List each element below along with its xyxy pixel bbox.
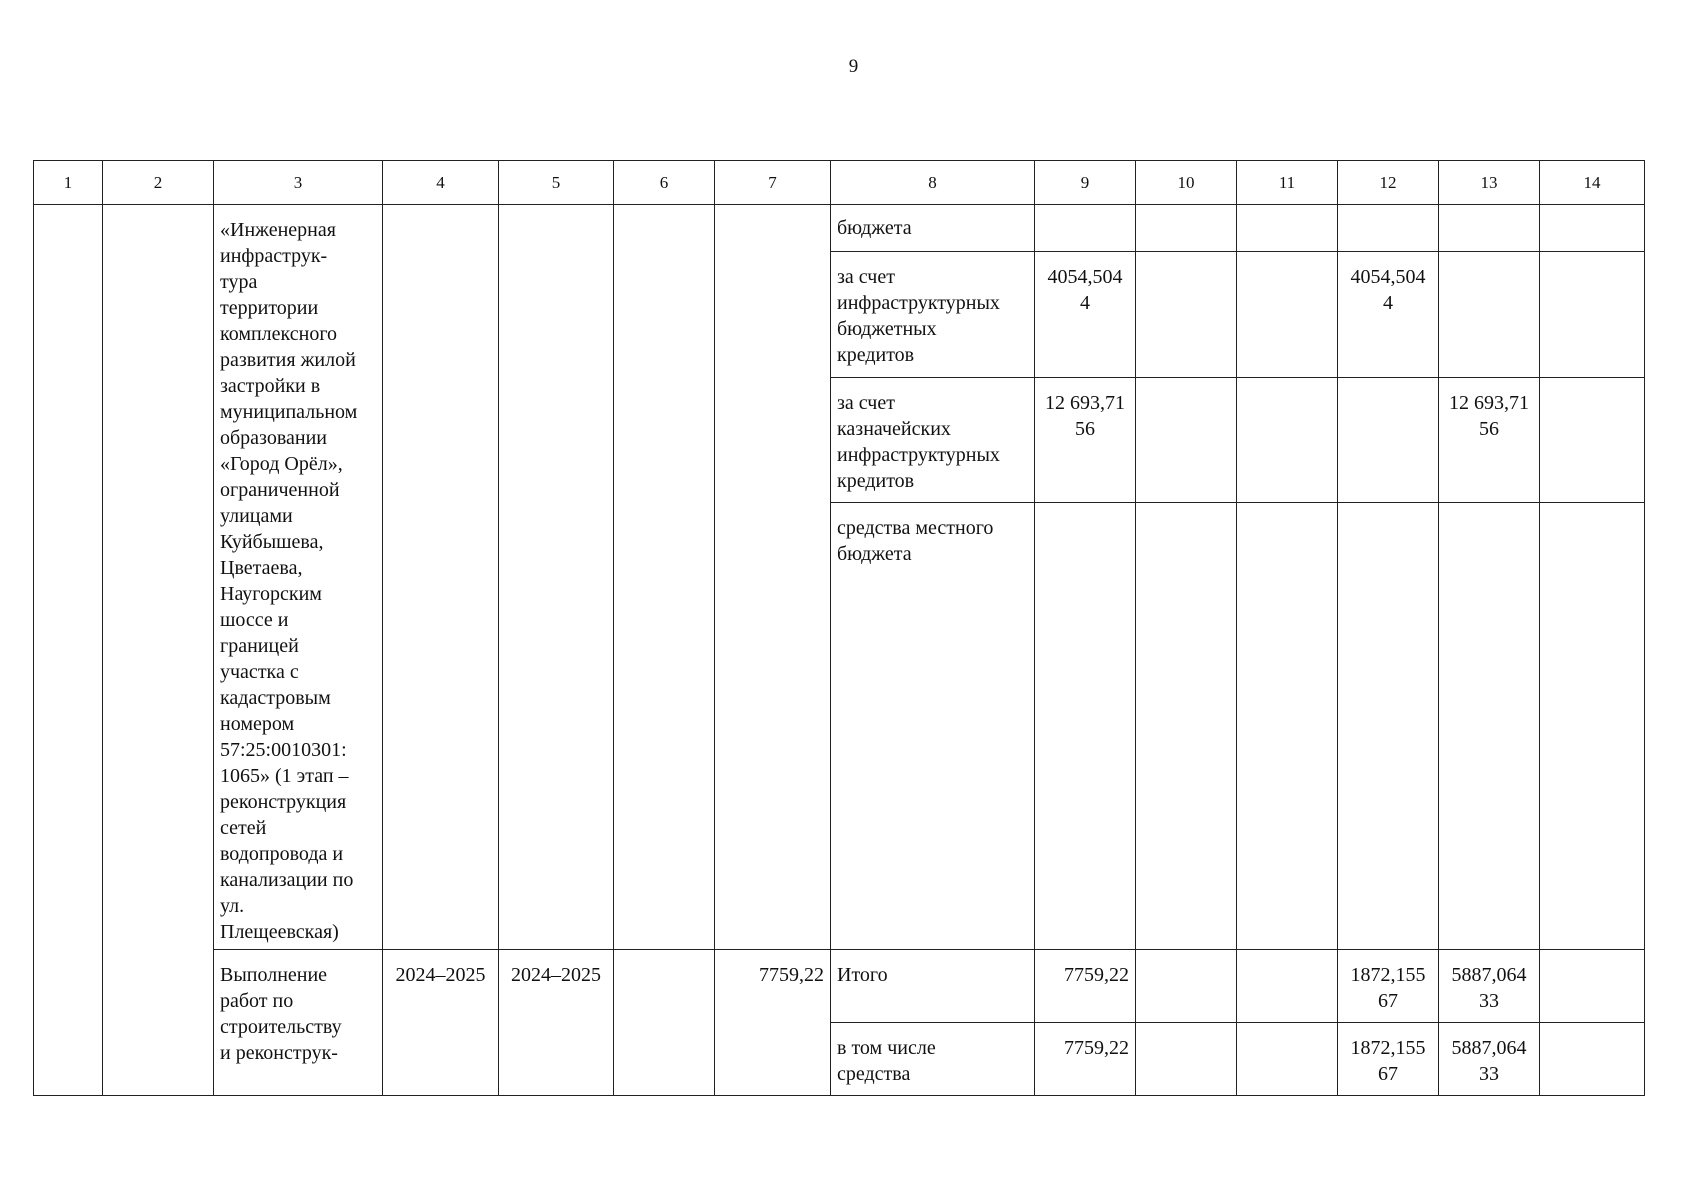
header-cell-13: 13 xyxy=(1439,161,1540,205)
funding-source-cell: Итого xyxy=(831,950,1035,1023)
header-cell-8: 8 xyxy=(831,161,1035,205)
value-col12 xyxy=(1338,205,1439,252)
funding-source-cell: за счет казначейских инфраструктурных кредитов xyxy=(831,377,1035,503)
funding-source-cell: за счет инфраструктурных бюджетных кредитов xyxy=(831,252,1035,378)
value-col9: 7759,22 xyxy=(1035,1023,1136,1096)
value-col12: 4054,504 4 xyxy=(1338,252,1439,378)
value-col10 xyxy=(1136,950,1237,1023)
header-cell-14: 14 xyxy=(1540,161,1645,205)
value-col13: 5887,064 33 xyxy=(1439,1023,1540,1096)
cell-col2-empty xyxy=(103,205,214,1096)
period-end-cell: 2024–2025 xyxy=(499,950,614,1096)
value-col12 xyxy=(1338,377,1439,503)
value-col11 xyxy=(1237,205,1338,252)
value-col10 xyxy=(1136,252,1237,378)
value-col11 xyxy=(1237,950,1338,1023)
cell-col6-empty xyxy=(614,205,715,950)
value-col13: 5887,064 33 xyxy=(1439,950,1540,1023)
funding-source-cell: в том числе средства xyxy=(831,1023,1035,1096)
value-col14 xyxy=(1540,503,1645,950)
value-col12: 1872,155 67 xyxy=(1338,950,1439,1023)
page-number: 9 xyxy=(848,56,859,77)
table-row xyxy=(34,950,1645,1023)
cell-col1-empty xyxy=(34,205,103,1096)
header-cell-1: 1 xyxy=(34,161,103,205)
header-cell-5: 5 xyxy=(499,161,614,205)
total-cost-cell: 7759,22 xyxy=(715,950,831,1096)
value-col12: 1872,155 67 xyxy=(1338,1023,1439,1096)
value-col14 xyxy=(1540,205,1645,252)
value-col9 xyxy=(1035,205,1136,252)
cell-col4-empty xyxy=(383,205,499,950)
header-row xyxy=(34,161,1645,205)
value-col11 xyxy=(1237,252,1338,378)
work-description-cell: Выполнение работ по строительству и реконструк- xyxy=(214,950,383,1096)
value-col10 xyxy=(1136,503,1237,950)
header-cell-12: 12 xyxy=(1338,161,1439,205)
funding-source-cell: бюджета xyxy=(831,205,1035,252)
value-col11 xyxy=(1237,1023,1338,1096)
value-col14 xyxy=(1540,1023,1645,1096)
value-col13 xyxy=(1439,205,1540,252)
funding-source-cell: средства местного бюджета xyxy=(831,503,1035,950)
value-col11 xyxy=(1237,377,1338,503)
value-col14 xyxy=(1540,377,1645,503)
cell-col7-empty xyxy=(715,205,831,950)
header-cell-10: 10 xyxy=(1136,161,1237,205)
table-row xyxy=(34,205,1645,252)
cell-col5-empty xyxy=(499,205,614,950)
value-col13 xyxy=(1439,503,1540,950)
header-cell-7: 7 xyxy=(715,161,831,205)
header-cell-2: 2 xyxy=(103,161,214,205)
value-col14 xyxy=(1540,950,1645,1023)
header-cell-9: 9 xyxy=(1035,161,1136,205)
value-col9: 12 693,71 56 xyxy=(1035,377,1136,503)
value-col10 xyxy=(1136,205,1237,252)
value-col9: 7759,22 xyxy=(1035,950,1136,1023)
value-col11 xyxy=(1237,503,1338,950)
value-col12 xyxy=(1338,503,1439,950)
header-cell-11: 11 xyxy=(1237,161,1338,205)
cell-col6-empty xyxy=(614,950,715,1096)
header-cell-3: 3 xyxy=(214,161,383,205)
header-cell-6: 6 xyxy=(614,161,715,205)
value-col9: 4054,504 4 xyxy=(1035,252,1136,378)
period-start-cell: 2024–2025 xyxy=(383,950,499,1096)
header-cell-4: 4 xyxy=(383,161,499,205)
value-col10 xyxy=(1136,377,1237,503)
budget-table xyxy=(33,160,1645,1096)
value-col10 xyxy=(1136,1023,1237,1096)
value-col9 xyxy=(1035,503,1136,950)
value-col13: 12 693,71 56 xyxy=(1439,377,1540,503)
value-col14 xyxy=(1540,252,1645,378)
object-name-cell: «Инженерная инфраструк- тура территории комплексного развития жилой застройки в муниципальном образовании «Город Орёл», ограниченной улицами Куйбышева, Цветаева, Наугорским шоссе и границей участка с кадастровым номером 57:25:0010301: 1065» (1 этап – реконструкция сетей водопровода и канализации по ул. Плещеевская) xyxy=(214,205,383,950)
value-col13 xyxy=(1439,252,1540,378)
